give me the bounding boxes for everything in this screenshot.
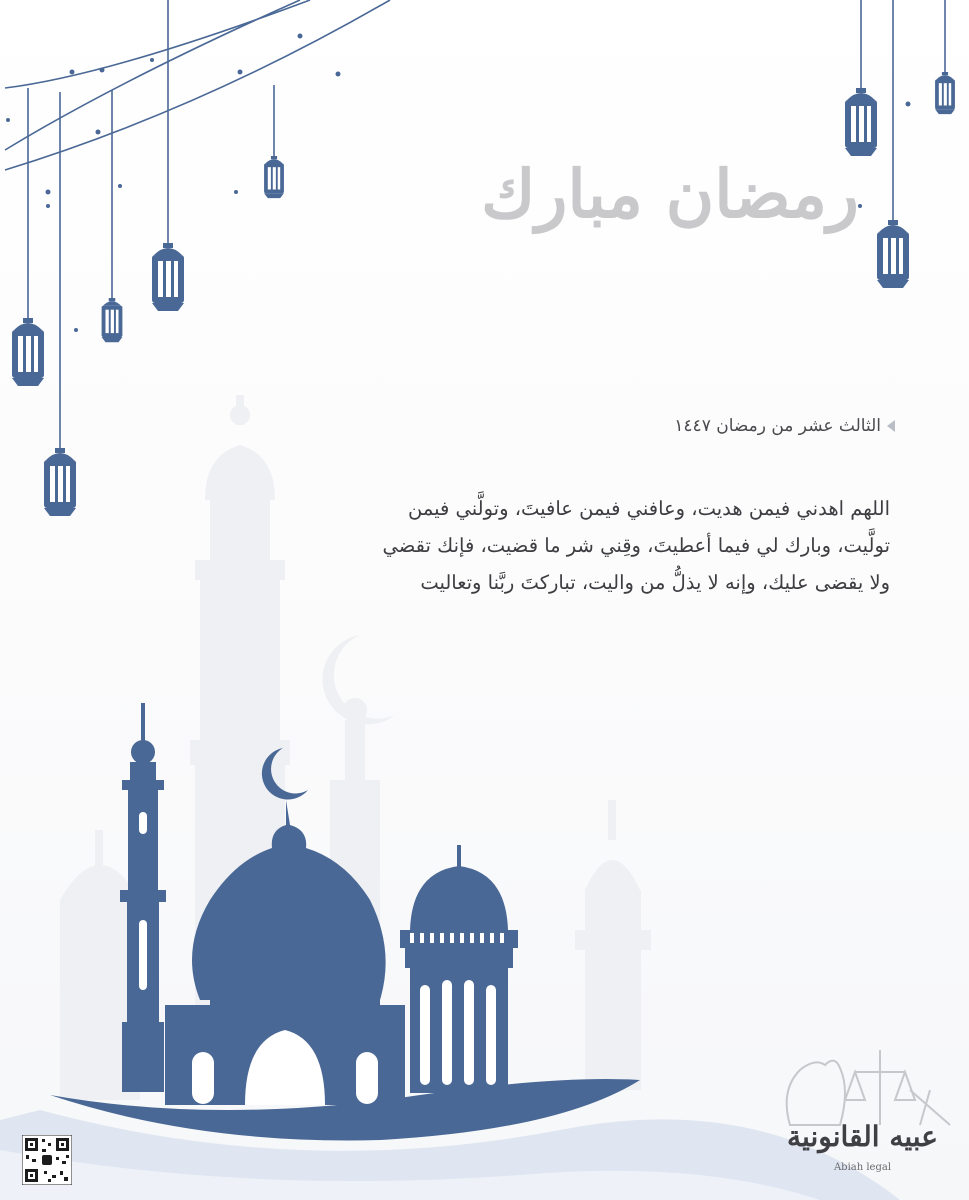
prayer-line: اللهم اهدني فيمن هديت، وعافني فيمن عافيتَ، وتولَّني فيمن <box>407 497 890 520</box>
brand-latin-name: Abiah legal <box>833 1162 892 1173</box>
qr-code-icon <box>22 1135 72 1185</box>
brand-arabic-name: عبيه القانونية <box>787 1120 938 1153</box>
brand-logo <box>770 1050 955 1190</box>
prayer-line: ولا يقضى عليك، وإنه لا يذلُّ من واليت، تباركتَ ربَّنا وتعاليت <box>420 571 890 594</box>
prayer-line: تولَّيت، وبارك لي فيما أعطيتَ، وقِني شر ما قضيت، فإنك تقضي <box>382 534 890 557</box>
date-text: الثالث عشر من رمضان ١٤٤٧ <box>674 416 881 436</box>
greeting-title: رمضان مبارك <box>481 155 859 233</box>
prayer-text <box>345 490 890 601</box>
lantern-icon <box>12 72 955 516</box>
date-marker-icon <box>887 420 895 432</box>
date-line <box>540 416 895 436</box>
horse-logo-icon <box>770 1050 955 1130</box>
scales-icon <box>845 1050 950 1125</box>
hanging-decorations-left <box>5 0 390 450</box>
